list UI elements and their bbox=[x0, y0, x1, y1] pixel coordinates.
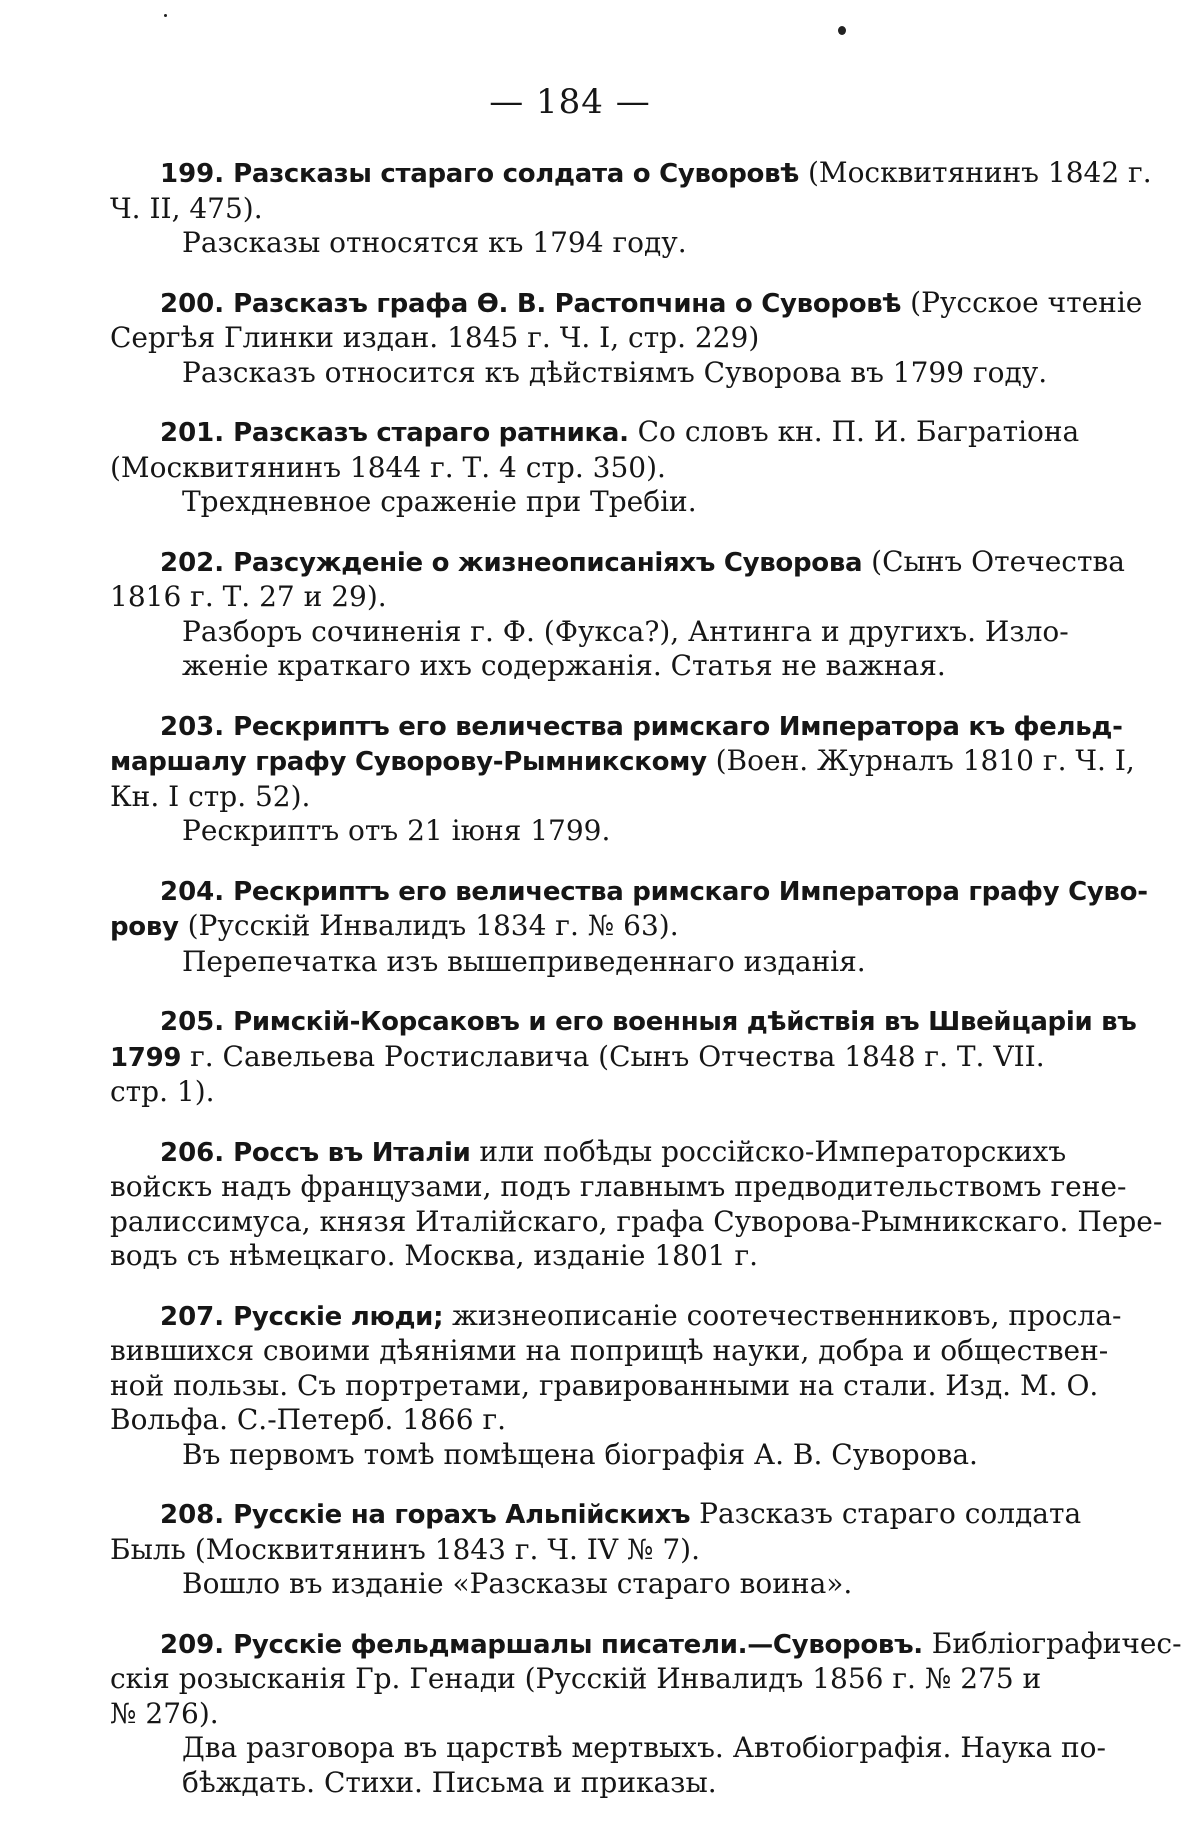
entry-line: Сергѣя Глинки издан. 1845 г. Ч. I, стр. 229) bbox=[110, 321, 760, 354]
entry-title: Рескриптъ его величества римскаго Императора графу Суво- bbox=[233, 876, 1148, 907]
entry-text: (Русскій Инвалидъ 1834 г. № 63). bbox=[178, 909, 679, 942]
entry-line bbox=[110, 544, 1125, 581]
entry-208 bbox=[110, 1497, 1082, 1602]
entry-title: рову bbox=[110, 912, 179, 942]
entry-title: Русскіе фельдмаршалы писатели.—Суворовъ. bbox=[233, 1629, 923, 1660]
entry-200 bbox=[110, 285, 1143, 391]
entry-title: Разсужденіе о жизнеописаніяхъ Суворова bbox=[233, 547, 863, 578]
entry-title: 1799 bbox=[110, 1042, 182, 1073]
entry-line: (Москвитянинъ 1844 г. Т. 4 стр. 350). bbox=[110, 450, 666, 484]
entry-number: 209. bbox=[160, 1629, 225, 1660]
page-number: — 184 — bbox=[489, 82, 651, 122]
entry-number: 206. bbox=[160, 1137, 225, 1168]
entry-line bbox=[110, 1626, 1182, 1663]
entry-note: Два разговора въ царствѣ мертвыхъ. Автобіографія. Наука по- bbox=[182, 1731, 1106, 1764]
entry-line: 1816 г. Т. 27 и 29). bbox=[110, 580, 387, 613]
entry-text: (Воен. Журналъ 1810 г. Ч. I, bbox=[706, 744, 1135, 777]
entry-204 bbox=[110, 874, 1148, 980]
entry-line bbox=[110, 709, 1123, 745]
entry-number: 200. bbox=[160, 288, 225, 319]
entry-line bbox=[110, 1134, 1067, 1171]
entry-title: Русскіе на горахъ Альпійскихъ bbox=[233, 1500, 691, 1530]
entry-207 bbox=[110, 1298, 1122, 1473]
entry-line: вившихся своими дѣяніями на поприщѣ науки, добра и обществен- bbox=[110, 1334, 1109, 1367]
entry-line: войскъ надъ французами, подъ главнымъ предводительствомъ гене- bbox=[110, 1170, 1127, 1203]
entry-text: г. Савельева Ростиславича (Сынъ Отчества 1848 г. Т. VII. bbox=[181, 1039, 1045, 1073]
entry-line bbox=[110, 285, 1143, 322]
entry-note: Въ первомъ томѣ помѣщена біографія А. В. Суворова. bbox=[182, 1437, 978, 1471]
entry-line: Вольфа. С.-Петерб. 1866 г. bbox=[110, 1403, 507, 1436]
entry-number: 202. bbox=[160, 547, 225, 578]
entry-line bbox=[110, 1298, 1122, 1335]
print-speck bbox=[838, 26, 846, 35]
entry-number: 205. bbox=[160, 1007, 225, 1037]
entry-line: водъ съ нѣмецкаго. Москва, изданіе 1801 г. bbox=[110, 1239, 759, 1272]
entry-title: Римскій-Корсаковъ и его военныя дѣйствія въ Швейцаріи въ bbox=[233, 1007, 1137, 1037]
entry-line: ралиссимуса, князя Италійскаго, графа Суворова-Рымникскаго. Пере- bbox=[110, 1204, 1163, 1238]
entry-line: Быль (Москвитянинъ 1843 г. Ч. IV № 7). bbox=[110, 1532, 700, 1566]
entry-number: 204. bbox=[160, 876, 225, 907]
entry-number: 201. bbox=[160, 418, 225, 448]
entry-number: 199. bbox=[160, 159, 225, 189]
entry-text: (Москвитянинъ 1842 г. bbox=[799, 156, 1152, 189]
entry-title: Разсказъ стараго ратника. bbox=[233, 418, 629, 448]
entry-201 bbox=[110, 415, 1080, 520]
entry-text: Разсказъ стараго солдата bbox=[690, 1497, 1082, 1530]
bibliography-list bbox=[110, 156, 1182, 1825]
entry-note: Рескриптъ отъ 21 іюня 1799. bbox=[182, 814, 611, 847]
entry-note: Разсказы относятся къ 1794 году. bbox=[182, 226, 687, 259]
entry-202 bbox=[110, 544, 1125, 684]
entry-note: Разборъ сочиненія г. Ф. (Фукса?), Антинга и другихъ. Изло- bbox=[182, 614, 1069, 648]
print-speck bbox=[164, 14, 167, 17]
entry-line bbox=[110, 1004, 1137, 1040]
entry-209 bbox=[110, 1626, 1182, 1801]
entry-line: № 276). bbox=[110, 1696, 219, 1730]
entry-title: маршалу графу Суворову-Рымникскому bbox=[110, 747, 707, 777]
entry-206 bbox=[110, 1134, 1163, 1274]
entry-line bbox=[110, 156, 1152, 192]
entry-number: 203. bbox=[160, 711, 225, 742]
entry-line: Ч. II, 475). bbox=[110, 191, 263, 225]
entry-text: Со словъ кн. П. И. Багратіона bbox=[628, 415, 1080, 448]
entry-note: Трехдневное сраженіе при Требіи. bbox=[182, 485, 697, 518]
entry-line: Кн. I стр. 52). bbox=[110, 779, 311, 813]
entry-number: 207. bbox=[160, 1301, 225, 1332]
entry-205 bbox=[110, 1004, 1137, 1110]
entry-line bbox=[110, 1497, 1082, 1533]
entry-number: 208. bbox=[160, 1500, 225, 1530]
entry-note: Перепечатка изъ вышеприведеннаго изданія. bbox=[182, 944, 866, 978]
entry-text: (Русское чтеніе bbox=[901, 285, 1143, 319]
entry-text: жизнеописаніе соотечественниковъ, просла- bbox=[443, 1298, 1122, 1332]
entry-line bbox=[110, 1039, 1045, 1076]
entry-note: Разсказъ относится къ дѣйствіямъ Суворова въ 1799 году. bbox=[182, 355, 1048, 389]
entry-title: Разсказы стараго солдата о Суворовѣ bbox=[233, 159, 800, 189]
entry-text: или побѣды россійско-Императорскихъ bbox=[470, 1134, 1067, 1168]
entry-title: Россъ въ Италіи bbox=[233, 1137, 471, 1168]
entry-line: ной пользы. Съ портретами, гравированными на стали. Изд. М. О. bbox=[110, 1368, 1099, 1402]
entry-line: скія розысканія Гр. Генади (Русскій Инвалидъ 1856 г. № 275 и bbox=[110, 1662, 1042, 1695]
entry-note: бѣждать. Стихи. Письма и приказы. bbox=[182, 1765, 717, 1799]
entry-title: Русскіе люди; bbox=[233, 1301, 444, 1332]
entry-title: Разсказъ графа Ѳ. В. Растопчина о Суворовѣ bbox=[233, 288, 902, 319]
entry-line: стр. 1). bbox=[110, 1075, 215, 1108]
entry-line bbox=[110, 744, 1135, 780]
entry-line bbox=[110, 874, 1148, 910]
entry-note: Вошло въ изданіе «Разсказы стараго воина». bbox=[182, 1567, 853, 1600]
entry-line bbox=[110, 909, 1015, 945]
entry-text: Библіографичес- bbox=[922, 1626, 1182, 1660]
entry-199 bbox=[110, 156, 1152, 261]
entry-note: женіе краткаго ихъ содержанія. Статья не важная. bbox=[182, 649, 946, 682]
entry-line bbox=[110, 415, 1080, 451]
entry-203 bbox=[110, 709, 1135, 849]
entry-text: (Сынъ Отечества bbox=[862, 544, 1125, 578]
entry-title: Рескриптъ его величества римскаго Императора къ фельд- bbox=[233, 711, 1123, 742]
